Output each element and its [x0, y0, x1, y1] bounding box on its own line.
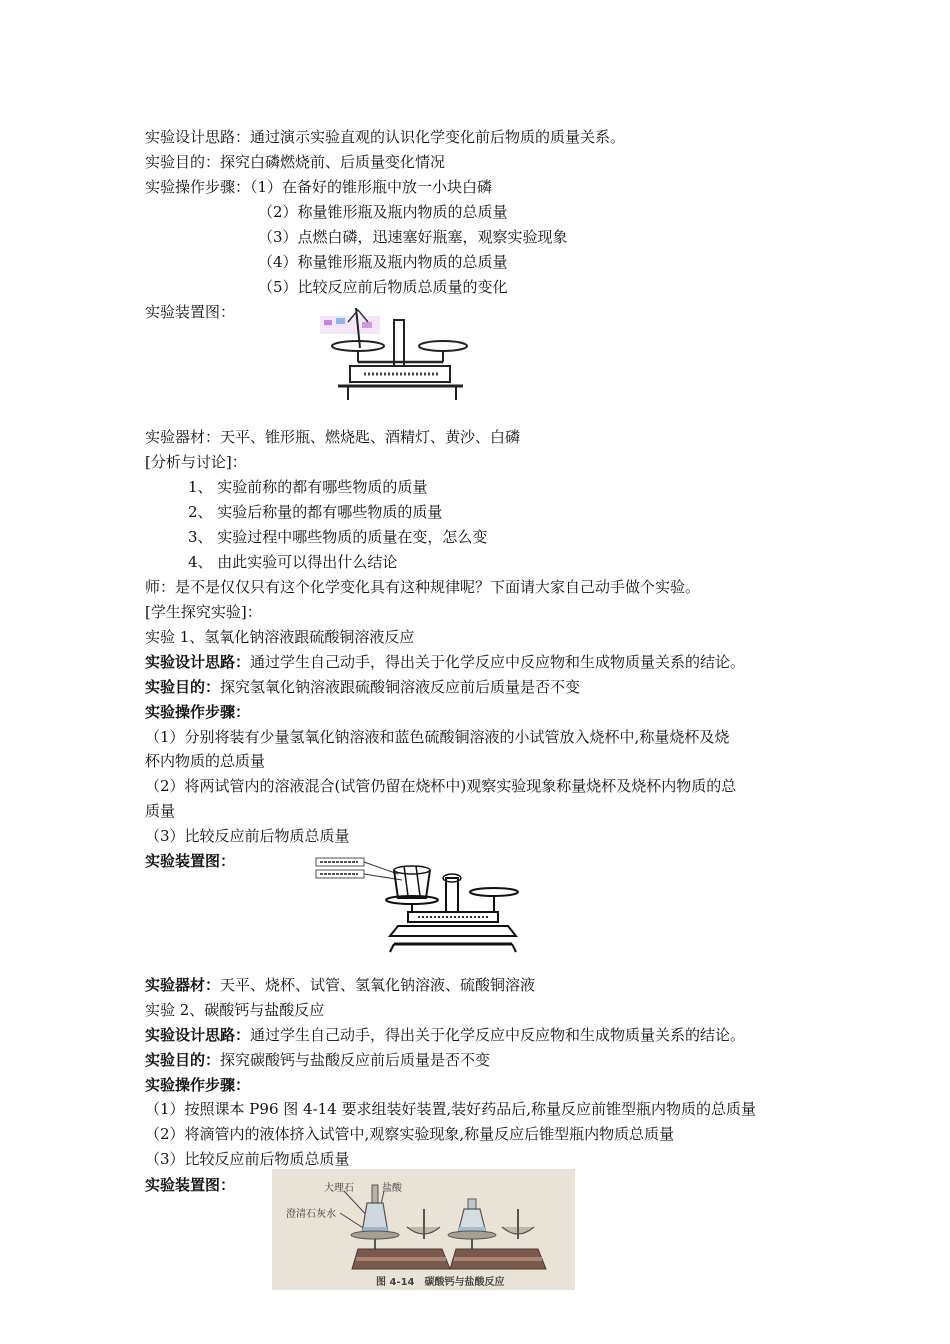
exp1-design [145, 652, 745, 672]
exp2-step-2: （2）将滴管内的液体挤入试管中,观察实验现象,称量反应后锥型瓶内物质总质量 [145, 1125, 675, 1143]
exp1-materials [145, 975, 535, 995]
demo-materials: 实验器材：天平、锥形瓶、燃烧匙、酒精灯、黄沙、白磷 [145, 428, 521, 446]
exp1-purpose [145, 677, 580, 697]
textbook-figure-4-14 [272, 1169, 575, 1290]
exp2-purpose-text: 探究碳酸钙与盐酸反应前后质量是否不变 [220, 1051, 491, 1069]
exp1-step-1a: （1）分别将装有少量氢氧化钠溶液和蓝色硫酸铜溶液的小试管放入烧杯中,称量烧杯及烧 [145, 728, 730, 746]
exp1-materials-text: 天平、烧杯、试管、氢氧化钠溶液、硫酸铜溶液 [220, 976, 536, 994]
exp2-design [145, 1025, 745, 1045]
discussion-item-2: 2、 实验后称量的都有哪些物质的质量 [188, 503, 443, 521]
exp2-title: 实验 2、碳酸钙与盐酸反应 [145, 1001, 325, 1019]
exp2-step-3: （3）比较反应前后物质总质量 [145, 1150, 350, 1168]
exp1-materials-label: 实验器材： [145, 976, 221, 994]
discussion-item-1: 1、 实验前称的都有哪些物质的质量 [188, 478, 428, 496]
exp1-title: 实验 1、氢氧化钠溶液跟硫酸铜溶液反应 [145, 628, 415, 646]
exp2-design-text: 通过学生自己动手，得出关于化学反应中反应物和生成物质量关系的结论。 [250, 1026, 746, 1044]
exp1-purpose-text: 探究氢氧化钠溶液跟硫酸铜溶液反应前后质量是否不变 [220, 678, 581, 696]
exp2-purpose [145, 1050, 490, 1070]
balance-figure-1 [318, 302, 478, 408]
teacher-remark: 师：是不是仅仅只有这个化学变化具有这种规律呢？下面请大家自己动手做个实验。 [145, 578, 701, 596]
exp1-design-label: 实验设计思路： [145, 653, 251, 671]
demo-apparatus-label: 实验装置图： [145, 303, 236, 321]
demo-step-3: （3）点燃白磷，迅速塞好瓶塞，观察实验现象 [258, 228, 568, 246]
exp1-apparatus-label: 实验装置图： [145, 852, 236, 870]
demo-step-1: （1）在备好的锥形瓶中放一小块白磷 [250, 178, 493, 196]
exp1-step-3: （3）比较反应前后物质总质量 [145, 827, 350, 845]
exp1-purpose-label: 实验目的： [145, 678, 221, 696]
exp1-design-text: 通过学生自己动手，得出关于化学反应中反应物和生成物质量关系的结论。 [250, 653, 746, 671]
demo-step-5: （5）比较反应前后物质总质量的变化 [258, 278, 508, 296]
student-exp-title: [学生探究实验]： [145, 603, 262, 621]
exp1-step-2a: （2）将两试管内的溶液混合(试管仍留在烧杯中)观察实验现象称量烧杯及烧杯内物质的总 [145, 777, 737, 795]
exp2-purpose-label: 实验目的： [145, 1051, 221, 1069]
exp2-design-label: 实验设计思路： [145, 1026, 251, 1044]
discussion-item-3: 3、 实验过程中哪些物质的质量在变，怎么变 [188, 528, 488, 546]
figure-caption: 图 4-14 碳酸钙与盐酸反应 [376, 1277, 505, 1288]
demo-steps-label: 实验操作步骤： [145, 178, 251, 196]
figure-label-limewater: 澄清石灰水 [286, 1209, 336, 1220]
demo-steps [145, 177, 492, 197]
exp1-step-1b: 杯内物质的总质量 [145, 752, 266, 770]
figure-label-marble: 大理石 [324, 1183, 354, 1194]
discussion-item-4: 4、 由此实验可以得出什么结论 [188, 553, 398, 571]
exp2-apparatus-label: 实验装置图： [145, 1176, 236, 1194]
exp1-step-2b: 质量 [145, 802, 176, 820]
demo-step-4: （4）称量锥形瓶及瓶内物质的总质量 [258, 253, 508, 271]
exp2-steps-label: 实验操作步骤： [145, 1076, 251, 1094]
demo-purpose: 实验目的：探究白磷燃烧前、后质量变化情况 [145, 153, 446, 171]
figure-label-acid: 盐酸 [382, 1183, 402, 1194]
figure-4-14-drawing [272, 1169, 575, 1290]
discussion-title: [分析与讨论]： [145, 453, 247, 471]
demo-design: 实验设计思路：通过演示实验直观的认识化学变化前后物质的质量关系。 [145, 128, 626, 146]
balance-figure-2 [298, 852, 573, 960]
exp2-step-1: （1）按照课本 P96 图 4-14 要求组装好装置,装好药品后,称量反应前锥型瓶内物质的总质量 [145, 1100, 757, 1118]
demo-step-2: （2）称量锥形瓶及瓶内物质的总质量 [258, 203, 508, 221]
exp1-steps-label: 实验操作步骤： [145, 703, 251, 721]
